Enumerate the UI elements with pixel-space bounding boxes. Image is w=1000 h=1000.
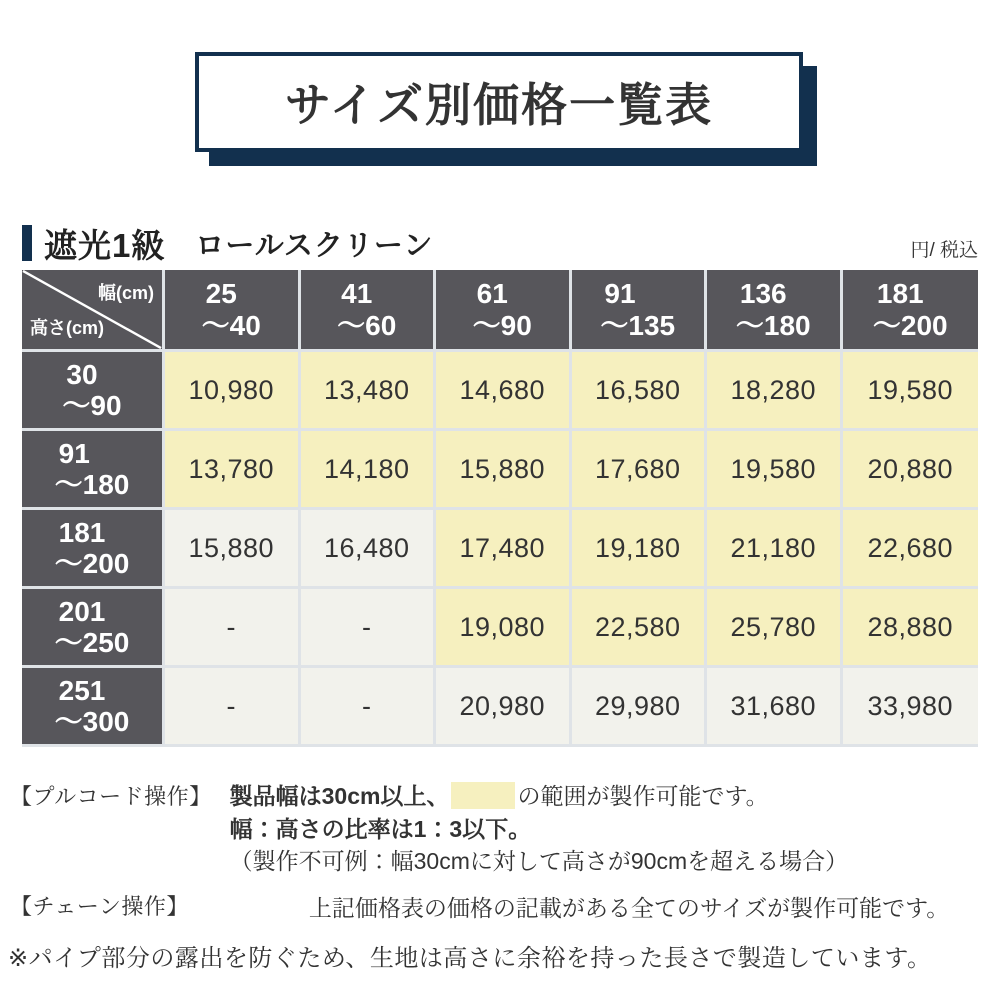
price-cell: 14,680 bbox=[436, 352, 572, 431]
section-heading bbox=[22, 222, 978, 264]
table-row bbox=[22, 589, 978, 668]
price-cell: - bbox=[165, 589, 301, 668]
axis-corner-cell bbox=[22, 270, 165, 352]
price-cell: - bbox=[165, 668, 301, 747]
column-header: 136 〜180 bbox=[707, 270, 843, 352]
price-cell: 10,980 bbox=[165, 352, 301, 431]
price-cell: 16,580 bbox=[572, 352, 708, 431]
price-cell: 15,880 bbox=[436, 431, 572, 510]
price-cell: 13,780 bbox=[165, 431, 301, 510]
table-row bbox=[22, 352, 978, 431]
price-cell: 20,980 bbox=[436, 668, 572, 747]
column-header: 181 〜200 bbox=[843, 270, 979, 352]
price-cell: - bbox=[301, 668, 437, 747]
price-cell: 28,880 bbox=[843, 589, 979, 668]
yellow-range-swatch bbox=[451, 782, 515, 809]
width-axis-label: 幅(cm) bbox=[97, 283, 154, 303]
price-cell: 25,780 bbox=[707, 589, 843, 668]
row-header: 91 〜180 bbox=[22, 431, 165, 510]
product-label: ロールスクリーン bbox=[195, 229, 434, 262]
pullcord-line3: （製作不可例：幅30cmに対して高さが90cmを超える場合） bbox=[229, 848, 849, 875]
note-pullcord bbox=[10, 780, 848, 878]
price-cell: 18,280 bbox=[707, 352, 843, 431]
row-header: 30 〜90 bbox=[22, 352, 165, 431]
chain-label: 【チェーン操作】 bbox=[10, 894, 189, 919]
price-cell: 19,580 bbox=[843, 352, 979, 431]
price-cell: - bbox=[301, 589, 437, 668]
column-header: 61 〜90 bbox=[436, 270, 572, 352]
note-chain bbox=[10, 890, 949, 923]
grade-label: 遮光1級 bbox=[44, 226, 166, 264]
table-header-row bbox=[22, 270, 978, 352]
column-header: 25 〜40 bbox=[165, 270, 301, 352]
price-cell: 33,980 bbox=[843, 668, 979, 747]
page-title: サイズ別価格一覧表 bbox=[284, 79, 714, 131]
price-cell: 31,680 bbox=[707, 668, 843, 747]
price-cell: 22,680 bbox=[843, 510, 979, 589]
price-cell: 19,080 bbox=[436, 589, 572, 668]
price-cell: 20,880 bbox=[843, 431, 979, 510]
row-header: 251 〜300 bbox=[22, 668, 165, 747]
accent-bar bbox=[22, 225, 32, 261]
price-cell: 16,480 bbox=[301, 510, 437, 589]
pullcord-label: 【プルコード操作】 bbox=[10, 784, 212, 809]
price-cell: 29,980 bbox=[572, 668, 708, 747]
price-cell: 17,480 bbox=[436, 510, 572, 589]
row-header: 201 〜250 bbox=[22, 589, 165, 668]
price-cell: 17,680 bbox=[572, 431, 708, 510]
price-cell: 22,580 bbox=[572, 589, 708, 668]
footnote: ※パイプ部分の露出を防ぐため、生地は高さに余裕を持った長さで製造しています。 bbox=[8, 945, 932, 972]
pullcord-line1: 製品幅は30cm以上、 の範囲が製作可能です。 bbox=[229, 783, 769, 809]
height-axis-label: 高さ(cm) bbox=[30, 318, 105, 338]
price-cell: 13,480 bbox=[301, 352, 437, 431]
table-row bbox=[22, 668, 978, 747]
price-table bbox=[22, 270, 978, 747]
title-banner bbox=[195, 52, 803, 152]
table-row bbox=[22, 431, 978, 510]
price-cell: 19,180 bbox=[572, 510, 708, 589]
price-cell: 14,180 bbox=[301, 431, 437, 510]
price-cell: 21,180 bbox=[707, 510, 843, 589]
price-cell: 19,580 bbox=[707, 431, 843, 510]
pullcord-line2: 幅：高さの比率は1：3以下。 bbox=[229, 815, 532, 842]
row-header: 181 〜200 bbox=[22, 510, 165, 589]
table-row bbox=[22, 510, 978, 589]
pullcord-body bbox=[230, 780, 848, 878]
price-cell: 15,880 bbox=[165, 510, 301, 589]
chain-text: 上記価格表の価格の記載がある全てのサイズが製作可能です。 bbox=[308, 895, 950, 921]
column-header: 41 〜60 bbox=[301, 270, 437, 352]
column-header: 91 〜135 bbox=[572, 270, 708, 352]
price-unit-label: 円/ 税込 bbox=[910, 240, 978, 261]
